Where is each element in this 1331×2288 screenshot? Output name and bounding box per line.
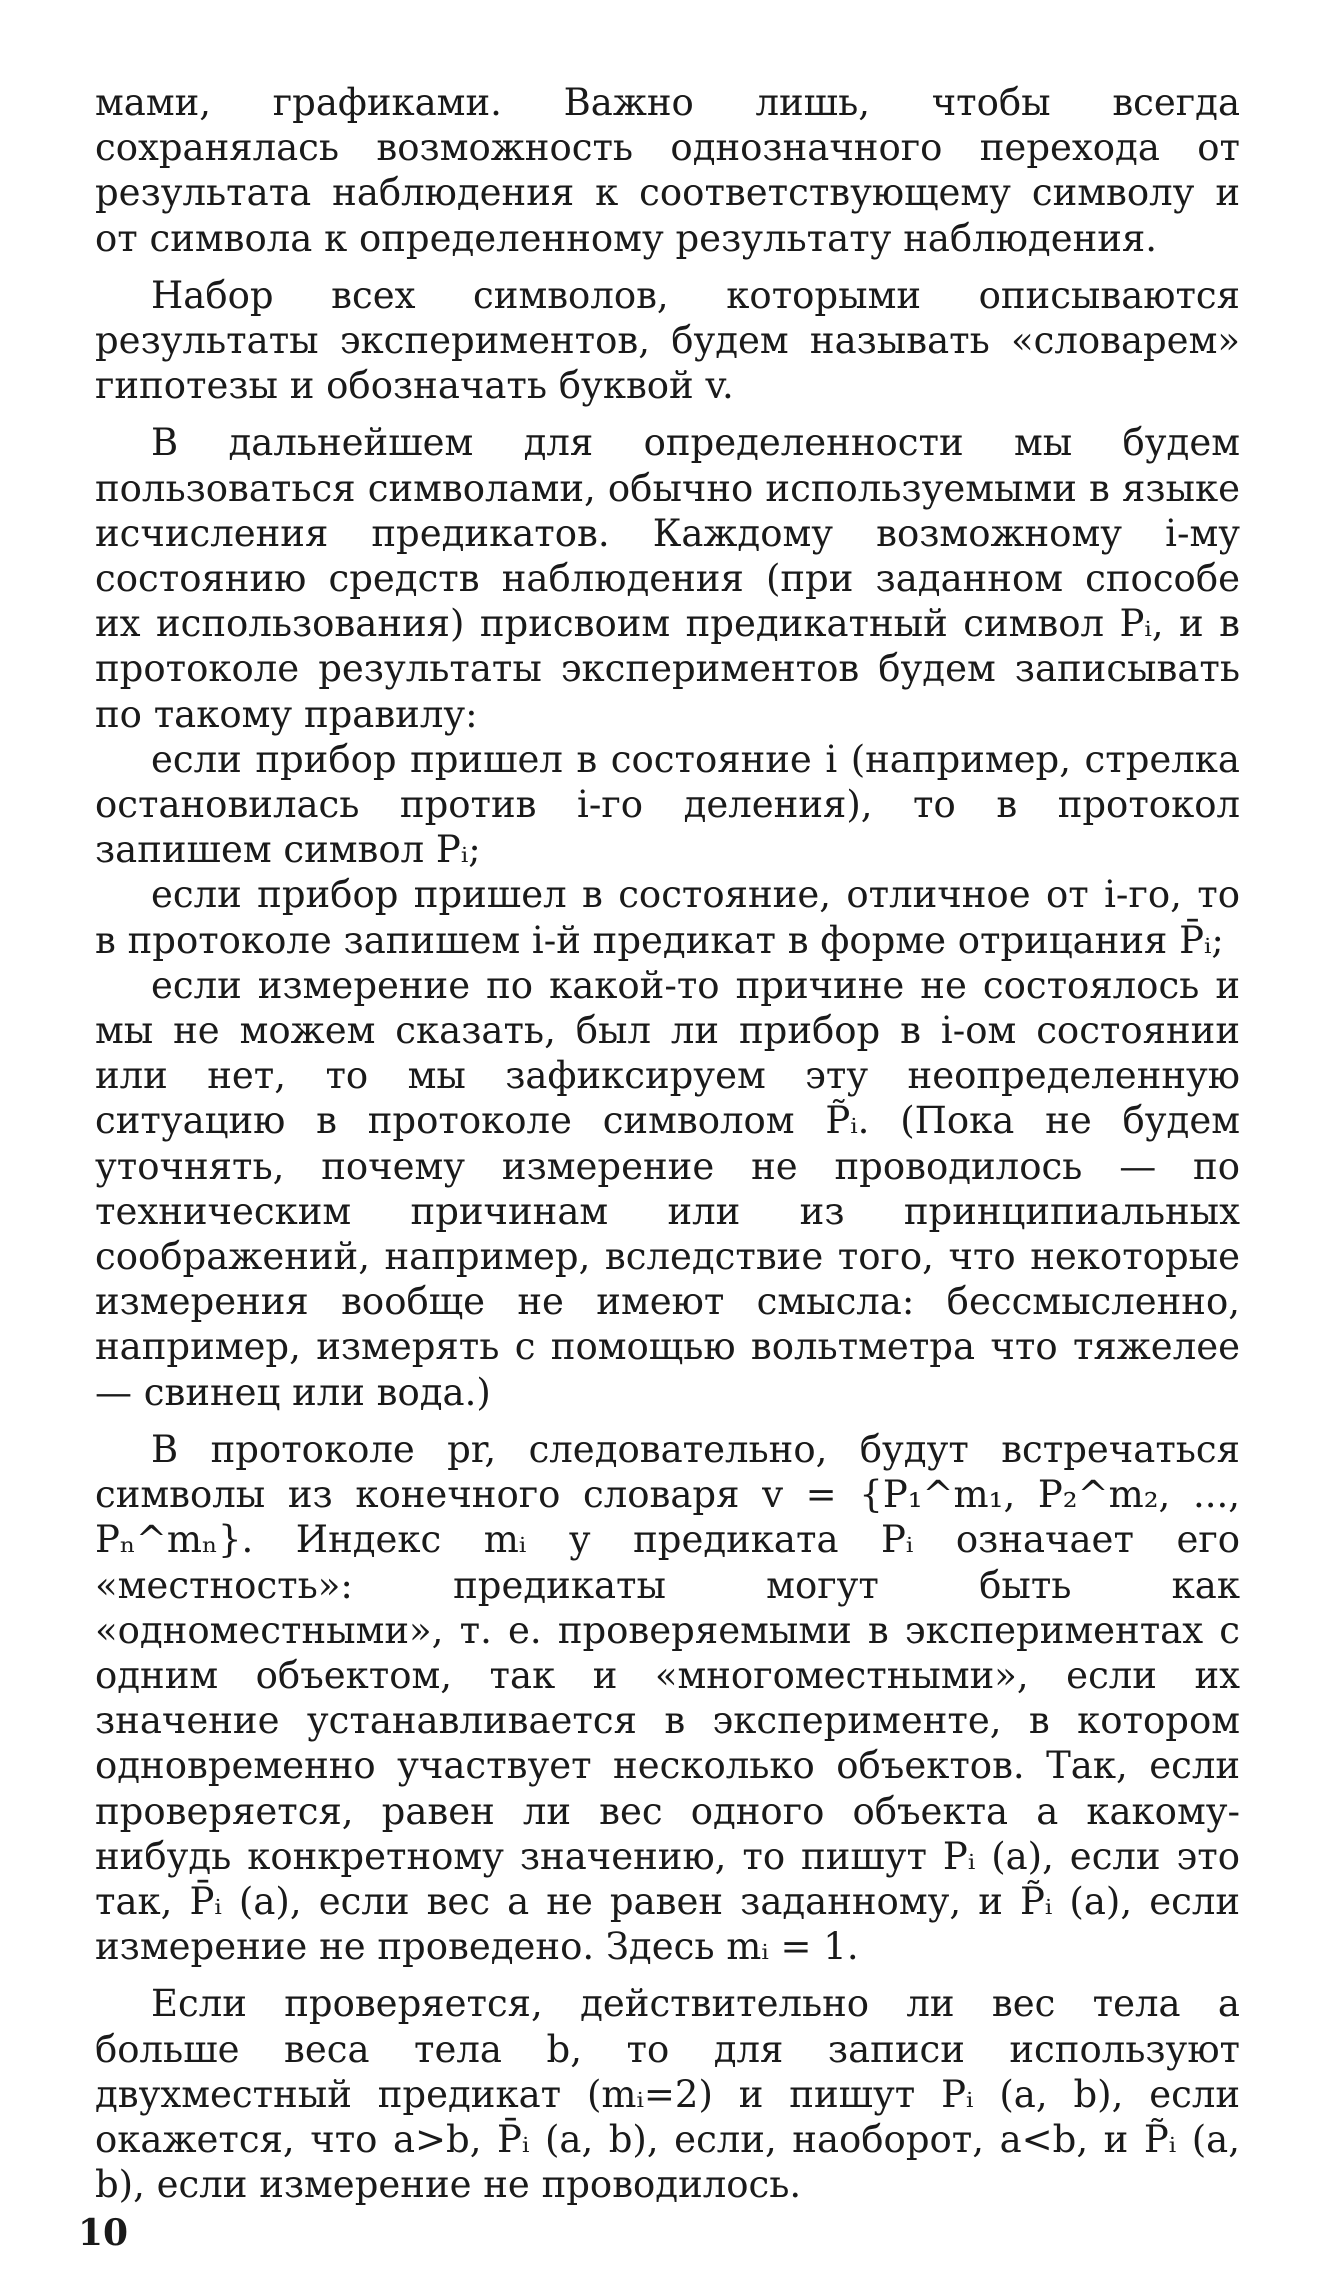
- paragraph-predicates: В дальнейшем для определенности мы будем пользоваться символами, обычно используемыми в языке исчисления предикатов. Каждому возможному i-му состоянию средств наблюдения (при заданном способе их использования) присвоим предикатный символ Pᵢ, и в протоколе результаты экспериментов будем записывать по такому правилу:: [95, 421, 1240, 736]
- paragraph-continuation: мами, графиками. Важно лишь, чтобы всегда сохранялась возможность однозначного перехода от результата наблюдения к соответствующему символу и от символа к определенному результату наблюдения.: [95, 81, 1240, 260]
- paragraph-dictionary: Набор всех символов, которыми описываются результаты экспериментов, будем называть «словарем» гипотезы и обозначать буквой v.: [95, 273, 1240, 408]
- rule-undefined: если измерение по какой-то причине не состоялось и мы не можем сказать, был ли прибор в i-ом состоянии или нет, то мы зафиксируем эту неопределенную ситуацию в протоколе символом P̃ᵢ. (Пока не будем уточнять, почему измерение не проводилось — по техническим причинам или из принципиальных соображений, например, вследствие того, что некоторые измерения вообще не имеют смысла: бессмысленно, например, измерять с помощью вольтметра что тяжелее — свинец или вода.): [95, 963, 1240, 1414]
- paragraph-protocol: В протоколе pr, следовательно, будут встречаться символы из конечного словаря v = {P₁^m₁, P₂^m₂, ..., Pₙ^mₙ}. Индекс mᵢ у предиката Pᵢ означает его «местность»: предикаты могут быть как «одноместными», т. е. проверяемыми в экспериментах с одним объектом, так и «многоместными», если их значение устанавливается в эксперименте, в котором одновременно участвует несколько объектов. Так, если проверяется, равен ли вес одного объекта a какому-нибудь конкретному значению, то пишут Pᵢ (a), если это так, P̄ᵢ (a), если вес a не равен заданному, и P̃ᵢ (a), если измерение не проведено. Здесь mᵢ = 1.: [95, 1427, 1240, 1969]
- rule-state-i: если прибор пришел в состояние i (например, стрелка остановилась против i-го деления), то в протокол запишем символ Pᵢ;: [95, 737, 1240, 872]
- rule-negation: если прибор пришел в состояние, отличное от i-го, то в протоколе запишем i-й предикат в форме отрицания P̄ᵢ;: [95, 873, 1240, 962]
- page-number: 10: [78, 2212, 129, 2254]
- page-body: [95, 80, 1240, 2207]
- paragraph-two-place: Если проверяется, действительно ли вес тела a больше веса тела b, то для записи используют двухместный предикат (mᵢ=2) и пишут Pᵢ (a, b), если окажется, что a>b, P̄ᵢ (a, b), если, наоборот, a<b, и P̃ᵢ (a, b), если измерение не проводилось.: [95, 1982, 1240, 2207]
